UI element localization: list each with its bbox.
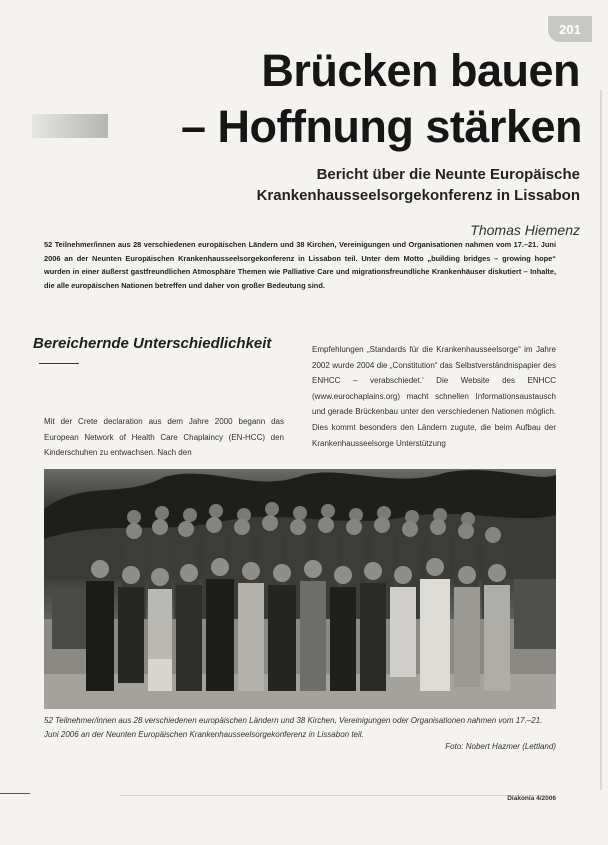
section-heading	[33, 334, 283, 372]
footer-rule-left	[0, 793, 30, 794]
body-column-right: Empfehlungen „Standards für die Krankenhausseelsorge“ im Jahre 2002 wurde 2004 die „Constitution“ das Selbstverständnispapier des ENHCC – verabschiedet.' Die Website des ENHCC (www.eurochaplains.org) macht schnellen Informationsaustausch und gerade Brückenbau unter den verschiedenen Nationen möglich. Dies kommt besonders den Ländern zugute, die beim Aufbau der Krankenhausseelsorge Unterstützung	[312, 345, 556, 448]
page-number: 201	[548, 16, 592, 42]
article-title-line-2: – Hoffnung stärken	[180, 101, 582, 152]
journal-footer: Diakonia 4/2006	[507, 795, 556, 802]
body-column-left: Mit der Crete declaration aus dem Jahre 2000 begann das European Network of Health Care Chaplaincy (EN-HCC) den Kinderschuhen zu entwachsen. Nach den	[44, 417, 284, 458]
article-author: Thomas Hiemenz	[470, 222, 580, 238]
heading-rule	[39, 363, 79, 364]
article-subtitle: Bericht über die Neunte Europäische Krankenhausseelsorgekonferenz in Lissabon	[256, 166, 580, 204]
intro-paragraph: 52 Teilnehmer/innen aus 28 verschiedenen europäischen Ländern und 38 Kirchen, Vereinigungen und Organisationen nahmen vom 17.–21. Juni 2006 an der Neunten Europäischen Krankenhausseelsorgekonferenz in Lissabon teil. Unter dem Motto „building bridges – growing hope“ wurden in einer äußerst gastfreundlichen Atmosphäre Themen wie Palliative Care und migrationsfreundliche Krankenhäuser diskutiert – Inhalte, die alle europäischen Nationen betreffen und daher von großer Bedeutung sind.	[44, 240, 556, 290]
decorative-grey-bar	[32, 114, 108, 138]
group-photo-illustration	[44, 469, 556, 709]
section-heading-text: Bereichernde Unterschiedlichkeit	[33, 335, 272, 352]
article-title-line-1: Brücken bauen	[261, 45, 580, 96]
footer-rule	[120, 795, 540, 796]
group-photo	[44, 469, 556, 709]
photo-caption: 52 Teilnehmer/innen aus 28 verschiedenen europäischen Ländern und 38 Kirchen, Vereinigungen oder Organisationen nahmen vom 17.–21. Juni 2006 an der Neunten Europäischen Krankenhausseelsorgekonferenz in Lissabon teil.	[44, 716, 543, 739]
scan-edge-shadow	[600, 90, 602, 790]
photo-credit: Foto: Nobert Hazmer (Lettland)	[445, 742, 556, 751]
